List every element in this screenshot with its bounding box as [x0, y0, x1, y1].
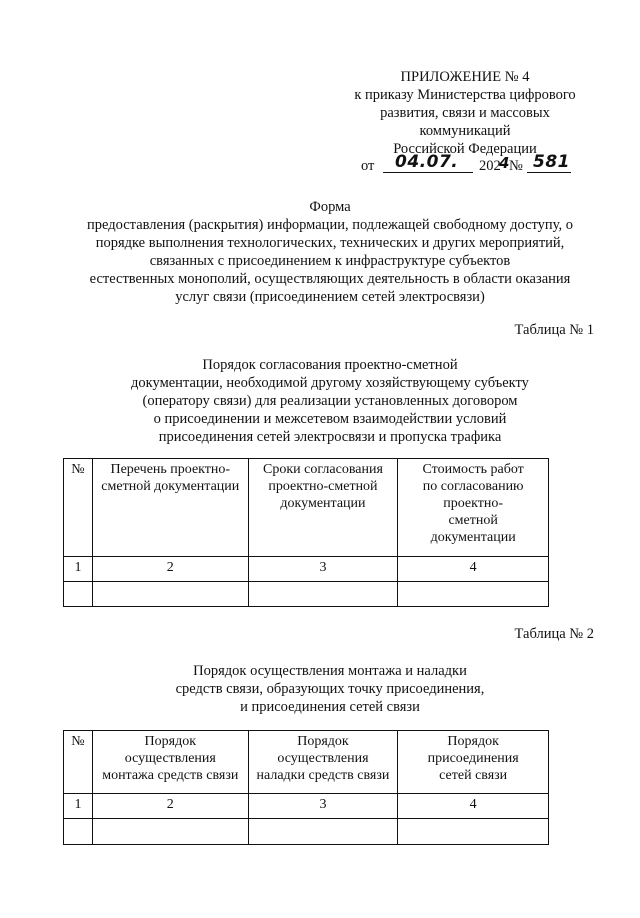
header-text: Сроки согласования [263, 462, 383, 477]
caption-line: и присоединения сетей связи [240, 699, 420, 715]
table2-header-row [64, 731, 549, 794]
caption-line: документации, необходимой другому хозяйствующему субъекту [131, 375, 529, 391]
header-text: присоединения [427, 751, 519, 766]
table1-number-row [64, 557, 549, 582]
empty-cell [93, 582, 249, 607]
annex-line: коммуникаций [419, 123, 511, 139]
column-number: 1 [64, 557, 93, 582]
date-handwritten: 04.07. [395, 152, 459, 172]
empty-cell [64, 819, 93, 845]
header-cell-mounting [93, 731, 249, 794]
form-heading: Форма [309, 199, 351, 215]
header-text: № [71, 734, 85, 749]
empty-cell [398, 582, 549, 607]
header-text: сметной документации [101, 479, 240, 494]
header-text: сметной [448, 513, 498, 528]
table1-empty-row [64, 582, 549, 607]
table2-empty-row [64, 819, 549, 845]
caption-line: Порядок осуществления монтажа и наладки [193, 663, 467, 679]
header-cell-setup [249, 731, 399, 794]
column-number: 1 [64, 794, 93, 819]
header-cell-number [64, 459, 93, 557]
header-text: № [71, 462, 85, 477]
header-text: монтажа средств связи [102, 768, 239, 783]
table2-number-row [64, 794, 549, 819]
table1-label: Таблица № 1 [514, 322, 594, 338]
header-text: проектно-сметной [268, 479, 378, 494]
header-cell-number [64, 731, 93, 794]
year-prefix: 202 [479, 158, 501, 174]
annex-line: к приказу Министерства цифрового [354, 87, 576, 103]
header-text: по согласованию [422, 479, 524, 494]
caption-line: Порядок согласования проектно-сметной [202, 357, 458, 373]
header-text: наладки средств связи [256, 768, 390, 783]
table2-label: Таблица № 2 [514, 626, 594, 642]
annex-date-line [361, 152, 591, 178]
empty-cell [93, 819, 249, 845]
header-text: Порядок [297, 734, 349, 749]
header-text: осуществления [277, 751, 369, 766]
column-number: 3 [249, 794, 399, 819]
annex-line: Российской Федерации [393, 141, 537, 157]
column-number: 3 [249, 557, 399, 582]
number-handwritten: 581 [533, 152, 570, 172]
empty-cell [249, 819, 399, 845]
header-cell-connection [398, 731, 549, 794]
table1-caption [60, 356, 600, 446]
year-digit-handwritten: 4 [499, 154, 510, 172]
date-prefix: от [361, 158, 375, 174]
header-cell-document-list [93, 459, 249, 557]
form-title-line: порядке выполнения технологических, технических и других мероприятий, [95, 235, 565, 251]
date-underline [383, 172, 473, 173]
header-text: Перечень проектно- [110, 462, 231, 477]
header-text: осуществления [124, 751, 216, 766]
form-title-line: услуг связи (присоединением сетей электросвязи) [175, 289, 485, 305]
column-number: 2 [93, 557, 249, 582]
annex-header [336, 68, 594, 158]
empty-cell [64, 582, 93, 607]
header-text: документации [280, 496, 366, 511]
caption-line: (оператору связи) для реализации установленных договором [142, 393, 518, 409]
header-text: Порядок [144, 734, 197, 749]
annex-title: ПРИЛОЖЕНИЕ № 4 [400, 69, 530, 85]
number-underline [527, 172, 571, 173]
caption-line: присоединения сетей электросвязи и пропуска трафика [158, 429, 502, 445]
header-cell-approval-terms [249, 459, 399, 557]
header-text: Порядок [447, 734, 499, 749]
table2 [63, 730, 549, 845]
header-text: проектно- [443, 496, 504, 511]
caption-line: о присоединении и межсетевом взаимодействии условий [153, 411, 507, 427]
number-label: № [509, 158, 523, 174]
form-title-line: естественных монополий, осуществляющих деятельность в области оказания [89, 271, 571, 287]
empty-cell [398, 819, 549, 845]
column-number: 4 [398, 794, 549, 819]
table1-header-row [64, 459, 549, 557]
form-title-line: связанных с присоединением к инфраструктуре субъектов [149, 253, 511, 269]
caption-line: средств связи, образующих точку присоединения, [175, 681, 485, 697]
column-number: 2 [93, 794, 249, 819]
empty-cell [249, 582, 399, 607]
form-title [40, 198, 620, 306]
header-text: сетей связи [439, 768, 508, 783]
form-title-line: предоставления (раскрытия) информации, подлежащей свободному доступу, о [87, 217, 573, 233]
header-text: документации [430, 530, 516, 545]
table1 [63, 458, 549, 607]
table2-caption [60, 662, 600, 716]
column-number: 4 [398, 557, 549, 582]
annex-line: развития, связи и массовых [380, 105, 550, 121]
header-cell-cost [398, 459, 549, 557]
header-text: Стоимость работ [422, 462, 524, 477]
